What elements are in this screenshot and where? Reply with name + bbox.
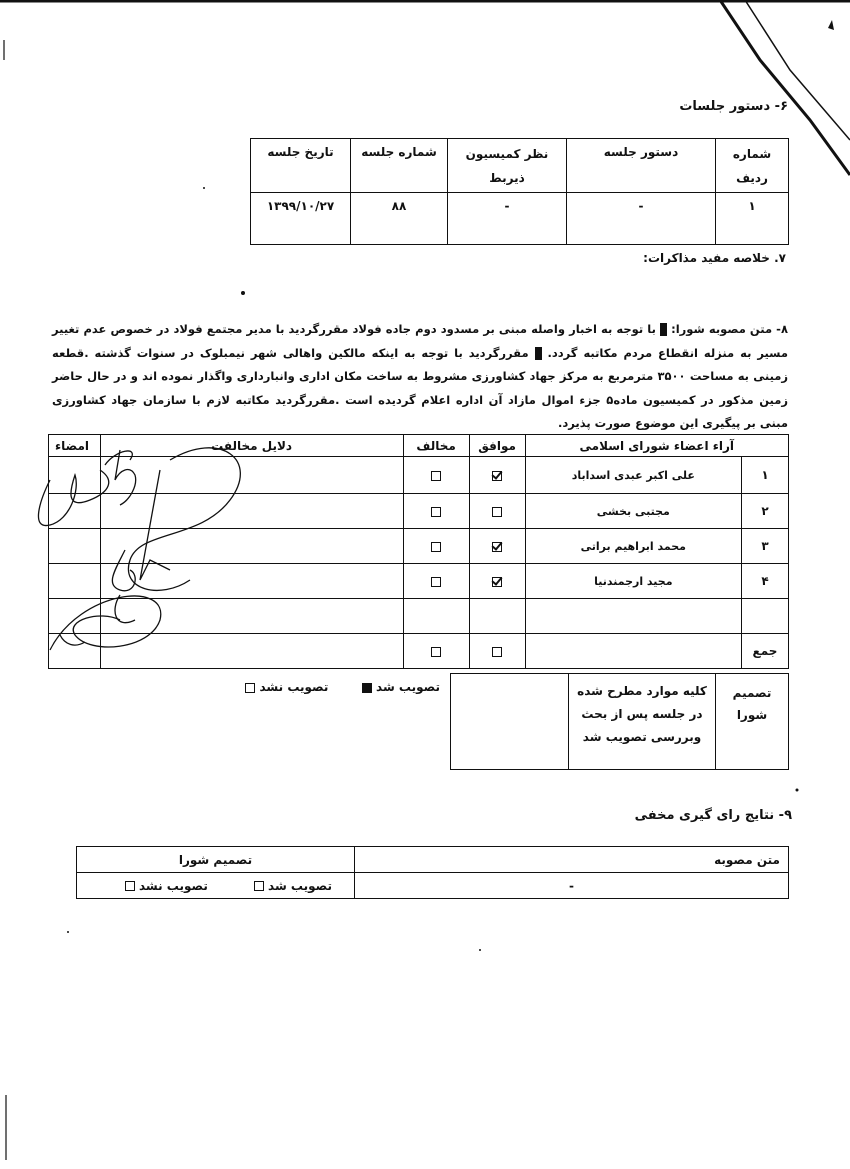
agree-checkbox[interactable] <box>492 471 502 481</box>
approved-label: تصویب شد <box>376 680 440 694</box>
not-approved-checkbox[interactable] <box>245 683 255 693</box>
decision-table <box>450 673 789 770</box>
agree-checkbox-cell[interactable] <box>469 564 525 599</box>
decision-label: تصمیم شورا <box>716 674 789 770</box>
agenda-cell: ۸۸ <box>351 193 448 245</box>
decision-empty <box>451 674 569 770</box>
member-num: ۱ <box>742 457 789 494</box>
agenda-cell: - <box>448 193 567 245</box>
section8-label: ۸- متن مصوبه شورا: <box>671 322 788 336</box>
member-name: مجید ارجمندنیا <box>525 564 741 599</box>
agenda-header-row-number: شماره ردیف <box>716 139 789 193</box>
agree-total-cell[interactable] <box>469 634 525 669</box>
disagree-checkbox[interactable] <box>431 542 441 552</box>
secret-header-text: متن مصوبه <box>355 847 789 873</box>
disagree-total-cell[interactable] <box>403 634 469 669</box>
member-num: ۳ <box>742 529 789 564</box>
agenda-table <box>250 138 789 245</box>
agenda-header-commission: نظر کمیسیون ذیربط <box>448 139 567 193</box>
decision-options <box>225 680 440 694</box>
secret-approved-label: تصویب شد <box>268 878 332 893</box>
total-label: جمع <box>742 634 789 669</box>
empty-cell <box>469 599 525 634</box>
agenda-cell: ۱۳۹۹/۱۰/۲۷ <box>251 193 351 245</box>
approved-option[interactable] <box>358 680 440 694</box>
section8-text-part2: مقررگردید با توجه به اینکه مالکین واهالی شهر نیمبلوک در سنوات گذشته .قطعه زمینی به مساحت ۳۵۰۰ مترمربع به مرکز جهاد کشاورزی مشروط به ساخت مکان اداری وانبارداری واگذار نموده اند و در حال حاضر زمین مذکور در کمیسیون ماده۵ جزء اموال مازاد آن اداره اعلام گردیده است .مقررگردید مکاتبه لازم با سازمان جهاد کشاورزی مبنی بر پیگیری این موضوع صورت پذیرد. <box>52 345 789 430</box>
not-approved-label: تصویب نشد <box>259 680 329 694</box>
empty-cell <box>742 599 789 634</box>
disagree-checkbox[interactable] <box>431 577 441 587</box>
empty-cell <box>525 634 741 669</box>
secret-header-decision: تصمیم شورا <box>77 847 355 873</box>
section7-title: ۷. خلاصه مفید مذاکرات: <box>643 251 786 265</box>
secret-not-approved-option[interactable] <box>125 879 208 893</box>
secret-not-approved-checkbox[interactable] <box>125 881 135 891</box>
section8-text <box>52 318 788 436</box>
agree-checkbox-cell[interactable] <box>469 529 525 564</box>
disagree-checkbox-cell[interactable] <box>403 529 469 564</box>
agree-checkbox[interactable] <box>492 577 502 587</box>
redaction-mark <box>660 323 667 336</box>
member-num: ۴ <box>742 564 789 599</box>
member-num: ۲ <box>742 494 789 529</box>
approved-checkbox[interactable] <box>362 683 372 693</box>
agenda-header-session-number: شماره جلسه <box>351 139 448 193</box>
disagree-checkbox-cell[interactable] <box>403 457 469 494</box>
disagree-checkbox-cell[interactable] <box>403 564 469 599</box>
agree-checkbox[interactable] <box>492 542 502 552</box>
agenda-cell: - <box>567 193 716 245</box>
agree-checkbox-cell[interactable] <box>469 457 525 494</box>
member-name: محمد ابراهیم براتی <box>525 529 741 564</box>
secret-approved-checkbox[interactable] <box>254 881 264 891</box>
votes-header-agree: موافق <box>469 435 525 457</box>
disagree-checkbox[interactable] <box>431 471 441 481</box>
votes-header-disagree: مخالف <box>403 435 469 457</box>
empty-cell <box>525 599 741 634</box>
agree-checkbox[interactable] <box>492 507 502 517</box>
votes-header-reasons: دلایل مخالفت <box>100 435 403 457</box>
secret-row-decision <box>77 873 355 899</box>
section9-title: ۹- نتایج رای گیری مخفی <box>634 808 792 823</box>
votes-header-signature: امضاء <box>49 435 101 457</box>
agree-checkbox-cell[interactable] <box>469 494 525 529</box>
secret-row-text: - <box>355 873 789 899</box>
agenda-cell: ۱ <box>716 193 789 245</box>
decision-text: کلیه موارد مطرح شده در جلسه پس از بحث وبررسی تصویب شد <box>569 674 716 770</box>
member-name: مجتبی بخشی <box>525 494 741 529</box>
disagree-checkbox[interactable] <box>431 507 441 517</box>
disagree-total-checkbox[interactable] <box>431 647 441 657</box>
disagree-checkbox-cell[interactable] <box>403 494 469 529</box>
agenda-header-agenda: دستور جلسه <box>567 139 716 193</box>
secret-approved-option[interactable] <box>250 879 332 893</box>
section6-title: ۶- دستور جلسات <box>679 99 788 114</box>
not-approved-option[interactable] <box>245 680 328 694</box>
member-name: علی اکبر عبدی اسداباد <box>525 457 741 494</box>
section8-text-part1: با توجه به اخبار واصله مبنی بر مسدود دوم جاده فولاد مقررگردید با مدیر مجتمع فولاد در خصوص عدم تغییر مسیر به منزله انقطاع مردم مکاتبه گردد. <box>52 322 788 360</box>
agenda-header-session-date: تاریخ جلسه <box>251 139 351 193</box>
empty-cell <box>403 599 469 634</box>
votes-header-members: آراء اعضاء شورای اسلامی <box>525 435 788 457</box>
secret-not-approved-label: تصویب نشد <box>138 878 208 893</box>
secret-vote-table <box>76 846 789 899</box>
redaction-mark <box>535 347 542 360</box>
signatures <box>20 420 260 680</box>
agree-total-checkbox[interactable] <box>492 647 502 657</box>
